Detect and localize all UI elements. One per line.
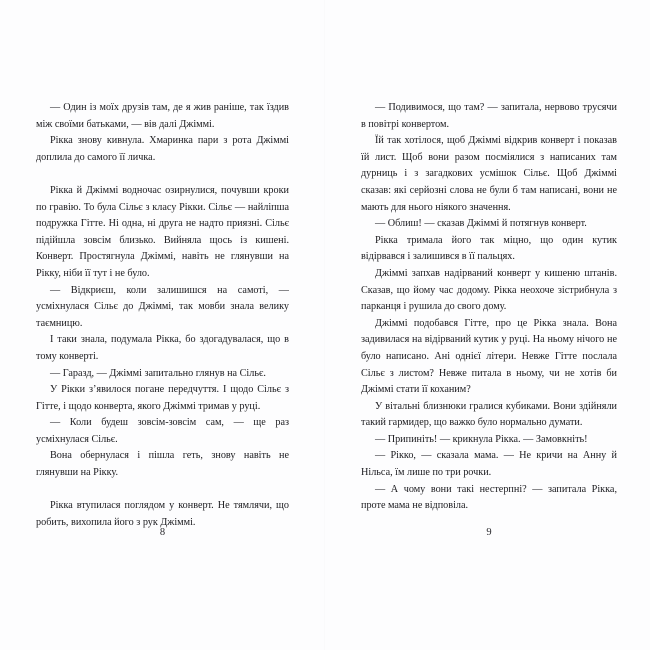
paragraph: У вітальні близнюки гралися кубиками. Вони здійняли такий гармидер, що важко було нормально думати. [361, 400, 617, 429]
paragraph: Рікка тримала його так міцно, що один кутик відірвався і залишився в її пальцях. [361, 234, 617, 263]
paragraph: У Рікки з’явилося погане передчуття. І щодо Сільє з Гітте, і щодо конверта, якого Джіммі тримав у руці. [36, 384, 289, 412]
right-page-text-body [361, 100, 617, 515]
paragraph: — Рікко, — сказала мама. — Не кричи на Анну й Нільса, їм лише по три рочки. [361, 450, 617, 479]
paragraph: Рікка й Джіммі водночас озирнулися, почувши кроки по гравію. То була Сільє з класу Рікки. Сільє — найліпша подружка Гітте. Ні одна, ні друга не надто приязні. Сільє підійшла зовсім близько. Вийняла щось із кишені. Конверт. Простягнула Джіммі, навіть не глянувши на Рікку, ніби її тут і не було. [36, 184, 289, 279]
right-page-number: 9 [486, 527, 492, 538]
paragraph: — А чому вони такі нестерпні? — запитала Рікка, проте мама не відповіла. [361, 483, 617, 512]
paragraph: Їй так хотілося, щоб Джіммі відкрив конверт і показав їй лист. Щоб вони разом посміялися з написаних там дурниць і з загадкових усмішок Сільє. Щоб Джіммі сказав: які серйозні слова не були б там написані, вони не мають для нього ніякого значення. [361, 135, 617, 213]
page-gutter [324, 0, 325, 650]
paragraph: Джіммі подобався Гітте, про це Рікка знала. Вона задивилася на відірваний кутик у руці. На ньому нічого не було написано. Ані однієї літери. Невже Гітте послала Сільє з листом? Невже питала в ньому, чи не хотів би Джіммі стати її коханим? [361, 317, 617, 396]
paragraph: — Коли будеш зовсім-зовсім сам, — ще раз усміхнулася Сільє. [36, 417, 289, 445]
paragraph: Джіммі запхав надірваний конверт у кишеню штанів. Сказав, що йому час додому. Рікка неохоче зістрибнула з парканця і рушила до свого дому. [361, 267, 617, 313]
left-page-number: 8 [159, 527, 166, 538]
paragraph: — Припиніть! — крикнула Рікка. — Замовкніть! [375, 433, 588, 445]
left-page-text-body [36, 100, 289, 531]
paragraph: — Один із моїх друзів там, де я жив раніше, так їздив між своїми батьками, — вів далі Джіммі. [36, 102, 289, 130]
paragraph: — Гаразд, — Джіммі запитально глянув на Сільє. [50, 367, 266, 379]
paragraph: — Облиш! — сказав Джіммі й потягнув конверт. [375, 218, 587, 230]
paragraph: Вона обернулася і пішла геть, знову навіть не глянувши на Рікку. [36, 450, 289, 479]
paragraph: Рікка втупилася поглядом у конверт. Не тямлячи, що робить, вихопила його з рук Джіммі. [36, 500, 289, 528]
paragraph: Рікка знову кивнула. Хмаринка пари з рота Джіммі доплила до самого її личка. [36, 135, 289, 163]
paragraph: — Подивимося, що там? — запитала, нервово трусячи в повітрі конвертом. [361, 102, 617, 130]
paragraph: — Відкриєш, коли залишишся на самоті, — усміхнулася Сільє до Джіммі, так мовби знала велику таємницю. [36, 284, 289, 329]
paragraph: І таки знала, подумала Рікка, бо здогадувалася, що в тому конверті. [36, 334, 289, 362]
